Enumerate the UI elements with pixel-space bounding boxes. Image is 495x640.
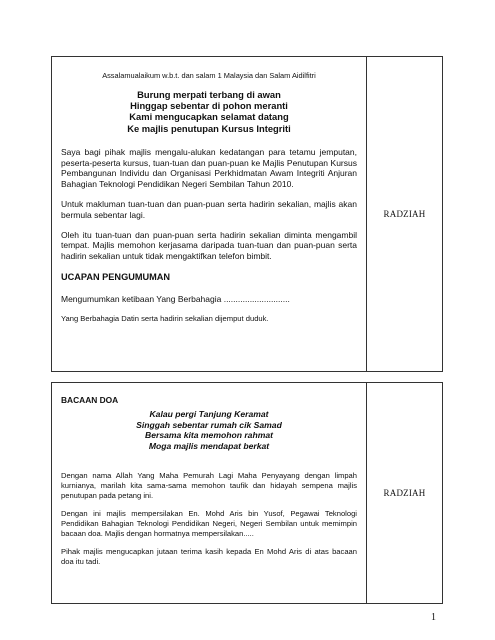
prayer-script-cell	[52, 383, 367, 603]
prayer-thanks-paragraph: Pihak majlis mengucapkan jutaan terima kasih kepada En Mohd Aris di atas bacaan doa itu tadi.	[61, 546, 357, 566]
datin-line: Yang Berbahagia Datin serta hadirin sekalian dijemput duduk.	[61, 313, 269, 323]
prayer-invite-paragraph: Dengan ini majlis mempersilakan En. Mohd Aris bin Yusof, Pegawai Teknologi Pendidikan Bahagian Teknologi Pendidikan Negeri, Negeri Sembilan untuk memimpin bacaan doa. Majlis dengan hormatnya mempersilakan.....	[61, 509, 357, 538]
speaker-name: RADZIAH	[383, 209, 426, 219]
welcome-script-cell	[52, 57, 367, 371]
welcome-pantun	[61, 89, 357, 134]
pantun-line: Bersama kita memohon rahmat	[145, 430, 273, 441]
speaker-cell	[367, 383, 442, 603]
welcome-section	[51, 56, 443, 372]
pantun-line: Kami mengucapkan selamat datang	[129, 111, 289, 123]
seating-paragraph: Oleh itu tuan-tuan dan puan-puan serta hadirin sekalian diminta mengambil tempat. Majlis memohon kerjasama daripada tuan-tuan dan puan-puan serta hadirin sekalian untuk tidak mengaktifkan telefon bimbit.	[61, 229, 357, 262]
prayer-pantun	[61, 409, 357, 451]
speaker-cell	[367, 57, 442, 371]
pantun-line: Ke majlis penutupan Kursus Integriti	[127, 122, 291, 134]
notice-paragraph: Untuk makluman tuan-tuan dan puan-puan serta hadirin sekalian, majlis akan bermula sebentar lagi.	[61, 199, 357, 220]
greeting-line: Assalamualaikum w.b.t. dan salam 1 Malaysia dan Salam Aidilfitri	[102, 71, 316, 80]
prayer-intro-paragraph: Dengan nama Allah Yang Maha Pemurah Lagi Maha Penyayang dengan limpah kurnianya, marilah kita sama-sama memohon taufik dan hidayah sempena majlis penutupan pada petang ini.	[61, 471, 357, 501]
pantun-line: Burung merpati terbang di awan	[137, 89, 281, 100]
announcement-line: Mengumumkan ketibaan Yang Berbahagia ............................	[61, 293, 290, 304]
pantun-line: Singgah sebentar rumah cik Samad	[136, 419, 282, 430]
prayer-section	[51, 382, 443, 604]
pantun-line: Hinggap sebentar di pohon meranti	[130, 100, 288, 112]
prayer-heading: BACAAN DOA	[61, 395, 119, 405]
pantun-line: Kalau pergi Tanjung Keramat	[149, 409, 269, 419]
pantun-line: Moga majlis mendapat berkat	[148, 440, 270, 451]
announcement-heading: UCAPAN PENGUMUMAN	[61, 271, 171, 282]
speaker-name: RADZIAH	[383, 488, 426, 498]
page-number: 1	[431, 612, 436, 623]
welcome-paragraph: Saya bagi pihak majlis mengalu-alukan kedatangan para tetamu jemputan, peserta-peserta kursus, tuan-tuan dan puan-puan ke Majlis Penutupan Kursus Pembangunan Individu dan Organisasi Perkhidmatan Awam Integriti Anjuran Bahagian Teknologi Pendidikan Negeri Sembilan Tahun 2010.	[61, 146, 357, 190]
